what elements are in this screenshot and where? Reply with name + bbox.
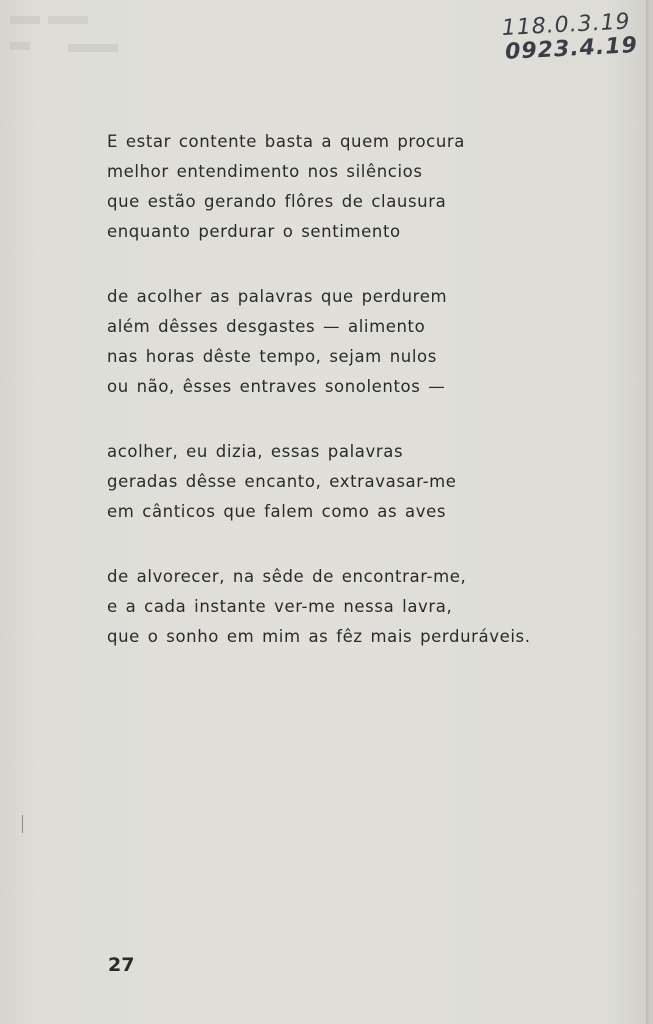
stanza-3 (107, 437, 531, 527)
verse: melhor entendimento nos silêncios (107, 162, 423, 181)
annotation-line-1: 118.0.3.19 (501, 9, 632, 42)
verse: além dêsses desgastes — alimento (107, 317, 426, 336)
verse: ou não, êsses entraves sonolentos — (107, 377, 446, 396)
verse: enquanto perdurar o sentimento (107, 222, 401, 241)
margin-mark (22, 815, 23, 833)
stanza-4 (107, 562, 531, 652)
verse: E estar contente basta a quem procura (107, 132, 465, 151)
verse: e a cada instante ver-me nessa lavra, (107, 597, 453, 616)
verse: acolher, eu dizia, essas palavras (107, 442, 404, 461)
faint-stamp-mark (8, 12, 128, 62)
verse: que o sonho em mim as fêz mais perduráveis. (107, 627, 531, 646)
verse: em cânticos que falem como as aves (107, 502, 447, 521)
verse: de alvorecer, na sêde de encontrar-me, (107, 567, 467, 586)
verse: que estão gerando flôres de clausura (107, 192, 447, 211)
verse: nas horas dêste tempo, sejam nulos (107, 347, 437, 366)
verse: geradas dêsse encanto, extravasar-me (107, 472, 457, 491)
verse: de acolher as palavras que perdurem (107, 287, 448, 306)
handwritten-annotation (501, 10, 638, 65)
annotation-line-2: 0923.4.19 (504, 32, 639, 65)
page-edge (646, 0, 653, 1024)
stanza-1 (107, 127, 531, 247)
poem (107, 127, 531, 687)
page-number: 27 (108, 954, 135, 976)
stanza-2 (107, 282, 531, 402)
